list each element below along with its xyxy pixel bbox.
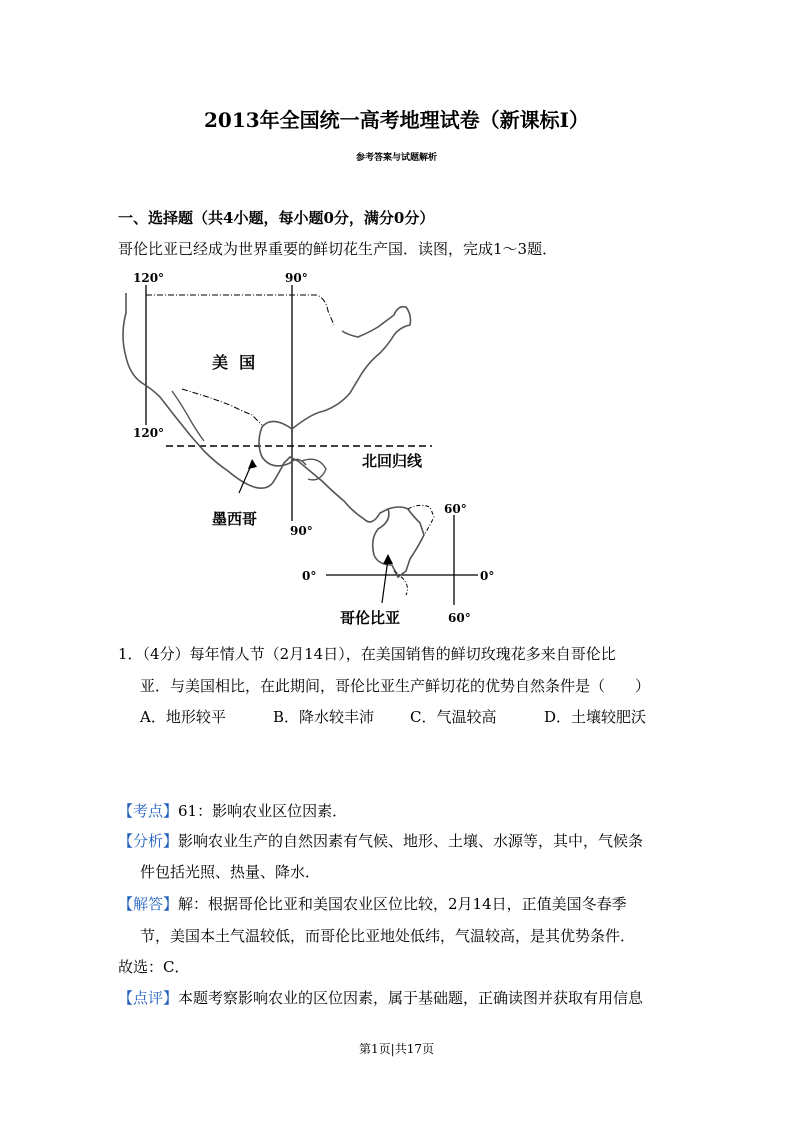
kaodian-line [118,800,347,821]
dianping-text: 本题考察影响农业的区位因素，属于基础题，正确读图并获取有用信息 [178,989,644,1007]
lon-60-top-label: 60° [444,502,467,516]
us-mexico-border [182,389,262,425]
us-east-coast [292,307,411,429]
jieda-text-1: 解：根据哥伦比亚和美国农业区位比较，2月14日，正值美国冬春季 [178,895,627,913]
north-america-coast [123,293,388,522]
colombia-arrow [382,559,388,603]
jieda-tag: 【解答】 [118,895,179,913]
colombia-label: 哥伦比亚 [340,609,401,627]
page-title: 2013年全国统一高考地理试卷（新课标I） [203,108,590,132]
jieda-line-1 [118,893,627,914]
lat-0-right-label: 0° [480,569,495,583]
fenxi-line-2: 件包括光照、热量、降水． [140,863,321,881]
yucatan [302,459,326,480]
intro-text: 哥伦比亚已经成为世界重要的鲜切花生产国．读图，完成1～3题． [118,240,558,258]
dianping-tag: 【点评】 [118,989,179,1007]
kaodian-text: 61：影响农业区位因素． [178,802,348,820]
answer-line: 故选：C． [118,958,190,976]
usa-label: 美 国 [212,353,256,372]
lon-90-top-label: 90° [285,271,308,285]
us-canada-border [146,295,334,325]
lon-90-bottom-label: 90° [290,524,313,538]
colombia-outline [373,507,424,577]
fenxi-text-1: 影响农业生产的自然因素有气候、地形、土壤、水源等，其中，气候条 [178,832,644,850]
mexico-arrowhead [248,459,257,469]
option-a: A．地形较平 [140,708,226,726]
dianping-line [118,987,643,1008]
mexico-label: 墨西哥 [212,510,258,528]
colombia-arrowhead [383,554,393,564]
tropic-label: 北回归线 [362,452,423,470]
fenxi-line-1 [118,830,643,851]
option-b: B．降水较丰沛 [273,708,375,726]
question-1-line-2: 亚．与美国相比，在此期间，哥伦比亚生产鲜切花的优势自然条件是（ ） [140,677,651,695]
venezuela-border [408,505,434,535]
option-d: D．土壤较肥沃 [544,708,647,726]
question-1-line-1: 1．（4分）每年情人节（2月14日），在美国销售的鲜切玫瑰花多来自哥伦比 [118,645,616,663]
jieda-line-2: 节，美国本土气温较低，而哥伦比亚地处低纬，气温较高，是其优势条件． [140,927,636,945]
lon-60-bottom-label: 60° [448,611,471,625]
gulf-of-mexico [259,421,306,465]
lon-120-bottom-label: 120° [133,426,165,440]
lon-120-top-label: 120° [133,271,165,285]
kaodian-tag: 【考点】 [118,802,179,820]
section-heading: 一、选择题（共4小题，每小题0分，满分0分） [118,209,435,227]
page-subtitle: 参考答案与试题解析 [355,153,437,163]
lat-0-left-label: 0° [302,569,317,583]
option-c: C．气温较高 [410,708,497,726]
question-1-options [140,706,700,727]
page-footer: 第1页|共17页 [359,1042,434,1056]
fenxi-tag: 【分析】 [118,832,179,850]
americas-map [112,265,522,635]
